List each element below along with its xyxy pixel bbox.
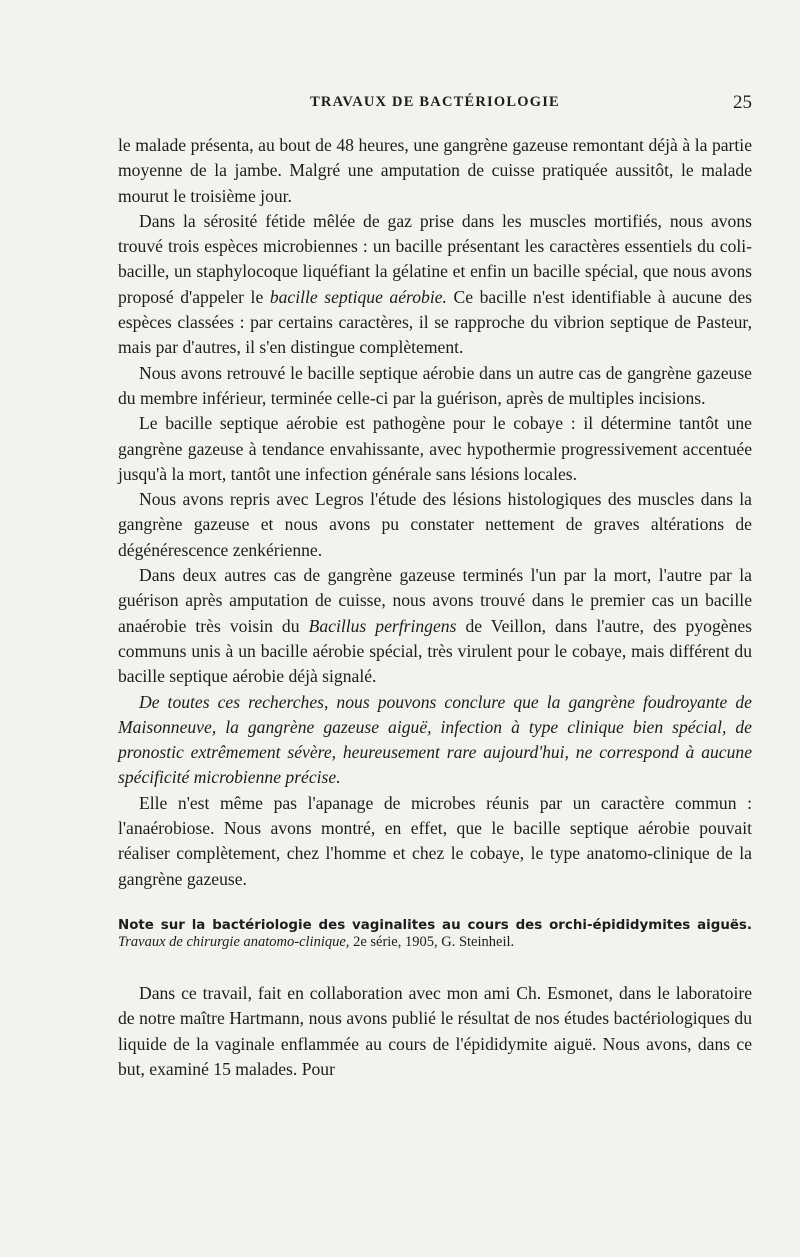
final-paragraph: Dans ce travail, fait en collaboration avec mon ami Ch. Esmonet, dans le laboratoire de notre maître Hartmann, nous avons publié le résultat de nos études bactériologiques du liquide de la vaginale enflammée au cours de l'épididymite aiguë. Nous avons, dans ce but, examiné 15 malades. Pour — [118, 982, 752, 1079]
note-title: Note sur la bactériologie des vaginalites au cours des orchi-épididymites aiguës. — [118, 917, 752, 933]
paragraph-2 — [118, 209, 752, 361]
paragraph-5: Nous avons repris avec Legros l'étude des lésions histologiques des muscles dans la gangrène gazeuse et nous avons pu constater nettement de graves altérations de dégénérescence zenkérienne. — [118, 489, 752, 560]
page-body — [118, 133, 752, 1082]
paragraph-2-italic: bacille septique aérobie. — [269, 286, 447, 307]
note-reference — [118, 934, 514, 950]
paragraph-6-rest: de Veillon, dans l'autre, des pyogènes communs unis à un bacille aérobie spécial, très virulent pour le cobaye, mais différent du bacille septique aérobie déjà signalé. — [118, 615, 753, 687]
note-heading — [118, 917, 752, 951]
paragraph-1: le malade présenta, au bout de 48 heures, une gangrène gazeuse remontant déjà à la partie moyenne de la jambe. Malgré une amputation de cuisse pratiquée aussitôt, le malade mourut le troisième jour. — [118, 135, 752, 206]
paragraph-6-text: Dans deux autres cas de gangrène gazeuse terminés l'un par la mort, l'autre par la guérison après amputation de cuisse, nous avons trouvé dans le premier cas un bacille anaérobie très voisin du — [118, 565, 752, 636]
note-reference-italic: Travaux de chirurgie anatomo-clinique, — [118, 933, 350, 950]
paragraph-2-text: Dans la sérosité fétide mêlée de gaz prise dans les muscles mortifiés, nous avons trouvé trois espèces microbiennes : un bacille présentant les caractères essentiels du coli-bacille, un staphylocoque liquéfiant la gélatine et enfin un bacille spécial, que nous avons proposé d'appeler le — [118, 210, 752, 307]
page-header — [118, 94, 752, 118]
paragraph-conclusion: De toutes ces recherches, nous pouvons conclure que la gangrène foudroyante de Maisonneuve, la gangrène gazeuse aiguë, infection à type clinique bien spécial, de pronostic extrêmement sévère, heureusement rare aujourd'hui, ne correspond à aucune spécificité microbienne précise. — [118, 691, 752, 788]
paragraph-4: Le bacille septique aérobie est pathogène pour le cobaye : il détermine tantôt une gangrène gazeuse à tendance envahissante, avec hypothermie progressivement accentuée jusqu'à la mort, tantôt une infection générale sans lésions locales. — [118, 413, 752, 484]
running-title: TRAVAUX DE BACTÉRIOLOGIE — [310, 94, 560, 110]
page-number: 25 — [733, 92, 752, 113]
paragraph-2-rest: Ce bacille n'est identifiable à aucune des espèces classées : par certains caractères, il se rapproche du vibrion septique de Pasteur, mais par d'autres, il s'en distingue complètement. — [118, 286, 752, 358]
paragraph-6-italic: Bacillus perfringens — [308, 615, 457, 636]
paragraph-3: Nous avons retrouvé le bacille septique aérobie dans un autre cas de gangrène gazeuse du membre inférieur, terminée celle-ci par la guérison, après de multiples incisions. — [118, 362, 752, 408]
paragraph-8: Elle n'est même pas l'apanage de microbes réunis par un caractère commun : l'anaérobiose. Nous avons montré, en effet, que le bacille septique aérobie pouvait réaliser complètement, chez l'homme et chez le cobaye, le type anatomo-clinique de la gangrène gazeuse. — [118, 792, 752, 889]
paragraph-6 — [118, 563, 752, 689]
note-reference-rest: 2e série, 1905, G. Steinheil. — [349, 933, 515, 950]
